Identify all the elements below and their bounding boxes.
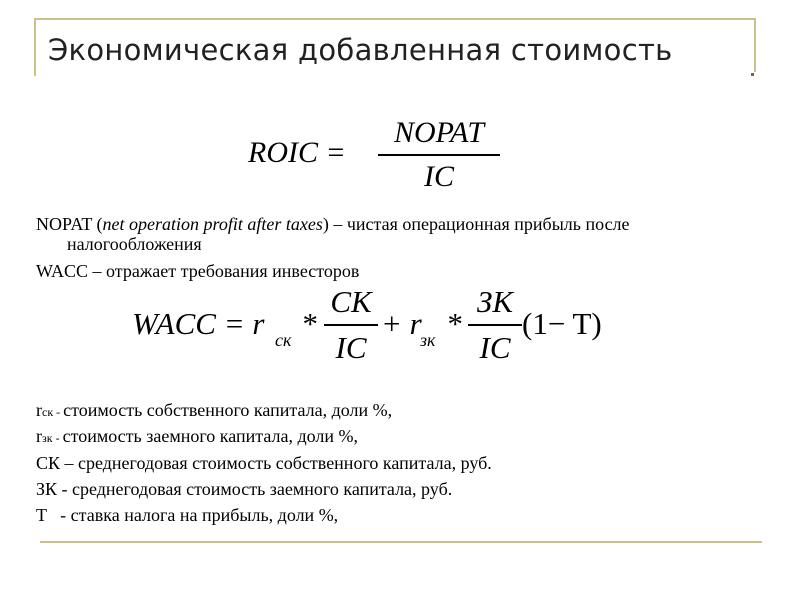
legend-rsk-symbol: r (36, 400, 42, 420)
wacc-frac2-denominator: IC (479, 330, 511, 365)
frame-right-line (754, 18, 756, 72)
nopat-english: net operation profit after taxes (102, 214, 323, 234)
roic-numerator: NOPAT (393, 116, 485, 149)
legend-item-rzk (36, 426, 358, 448)
legend-rzk-symbol: r (36, 426, 42, 446)
legend-rsk-sub: ск - (42, 405, 64, 419)
legend-item-zk: ЗК - среднегодовая стоимость заемного капитала, руб. (36, 479, 453, 499)
frame-left-line (34, 18, 36, 76)
frame-bottom-line (40, 541, 762, 543)
frame-top-line (34, 18, 756, 20)
legend-rzk-text: стоимость заемного капитала, доли %, (62, 426, 359, 446)
wacc-frac1-bar (324, 324, 378, 326)
wacc-plus: + r (381, 306, 422, 341)
nopat-definition-line2: налогообложения (67, 234, 202, 254)
wacc-frac2-numerator: ЗK (476, 284, 514, 319)
wacc-lhs: WACC = r (132, 306, 265, 341)
slide-title: Экономическая добавленная стоимость (48, 33, 673, 67)
legend-item-t: T - ставка налога на прибыль, доли %, (36, 505, 339, 525)
nopat-definition (36, 214, 756, 234)
legend-rsk-text: стоимость собственного капитала, доли %, (63, 400, 393, 420)
wacc-frac1-numerator: CK (330, 284, 372, 319)
roic-denominator: IC (424, 160, 454, 193)
wacc-frac1-denominator: IC (335, 330, 367, 365)
roic-fraction-bar (378, 154, 500, 156)
nopat-term: NOPAT (36, 214, 93, 234)
wacc-tail: (1− T) (522, 306, 602, 341)
wacc-frac2-bar (468, 324, 522, 326)
wacc-multiply-1: * (301, 306, 317, 341)
wacc-multiply-2: * (446, 306, 462, 341)
frame-dot (751, 73, 754, 76)
wacc-sub-zk: зк (420, 330, 436, 350)
nopat-rest: ) – чистая операционная прибыль после (322, 214, 630, 234)
roic-lhs: ROIC = (248, 136, 346, 169)
legend-rzk-sub: зк - (42, 431, 63, 445)
legend-item-ck: СК – среднегодовая стоимость собственного капитала, руб. (36, 453, 492, 473)
wacc-sub-sk: ск (275, 330, 292, 350)
wacc-definition: WACC – отражает требования инвесторов (36, 261, 360, 281)
nopat-open-paren: ( (92, 214, 103, 234)
legend-item-rsk (36, 400, 392, 422)
